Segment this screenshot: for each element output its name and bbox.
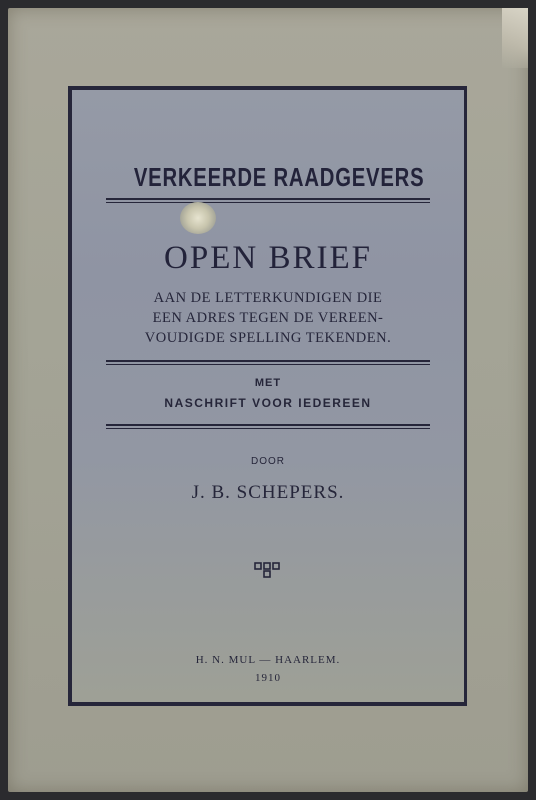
series-title: VERKEERDE RAADGEVERS bbox=[133, 162, 425, 192]
door-label: DOOR bbox=[251, 456, 285, 467]
publisher-line: H. N. MUL — HAARLEM. bbox=[195, 654, 341, 666]
rule-above-met bbox=[106, 360, 430, 365]
book-title: OPEN BRIEF bbox=[164, 240, 372, 276]
cover-frame bbox=[68, 86, 467, 706]
book-cover bbox=[8, 8, 528, 792]
met-label: MET bbox=[254, 377, 282, 389]
author-name: J. B. SCHEPERS. bbox=[191, 482, 345, 503]
cover-content bbox=[72, 90, 464, 702]
series-rule bbox=[106, 198, 430, 203]
printer-ornament-icon bbox=[254, 562, 280, 578]
naschrift-label: NASCHRIFT VOOR IEDEREEN bbox=[164, 396, 372, 410]
subtitle-line-3: VOUDIGDE SPELLING TEKENDEN. bbox=[144, 330, 392, 346]
subtitle-line-2: EEN ADRES TEGEN DE VEREEN- bbox=[152, 310, 384, 326]
paper-stain bbox=[180, 202, 216, 234]
rule-below-naschrift bbox=[106, 424, 430, 429]
subtitle-line-1: AAN DE LETTERKUNDIGEN DIE bbox=[153, 290, 383, 306]
publication-year: 1910 bbox=[255, 672, 281, 684]
